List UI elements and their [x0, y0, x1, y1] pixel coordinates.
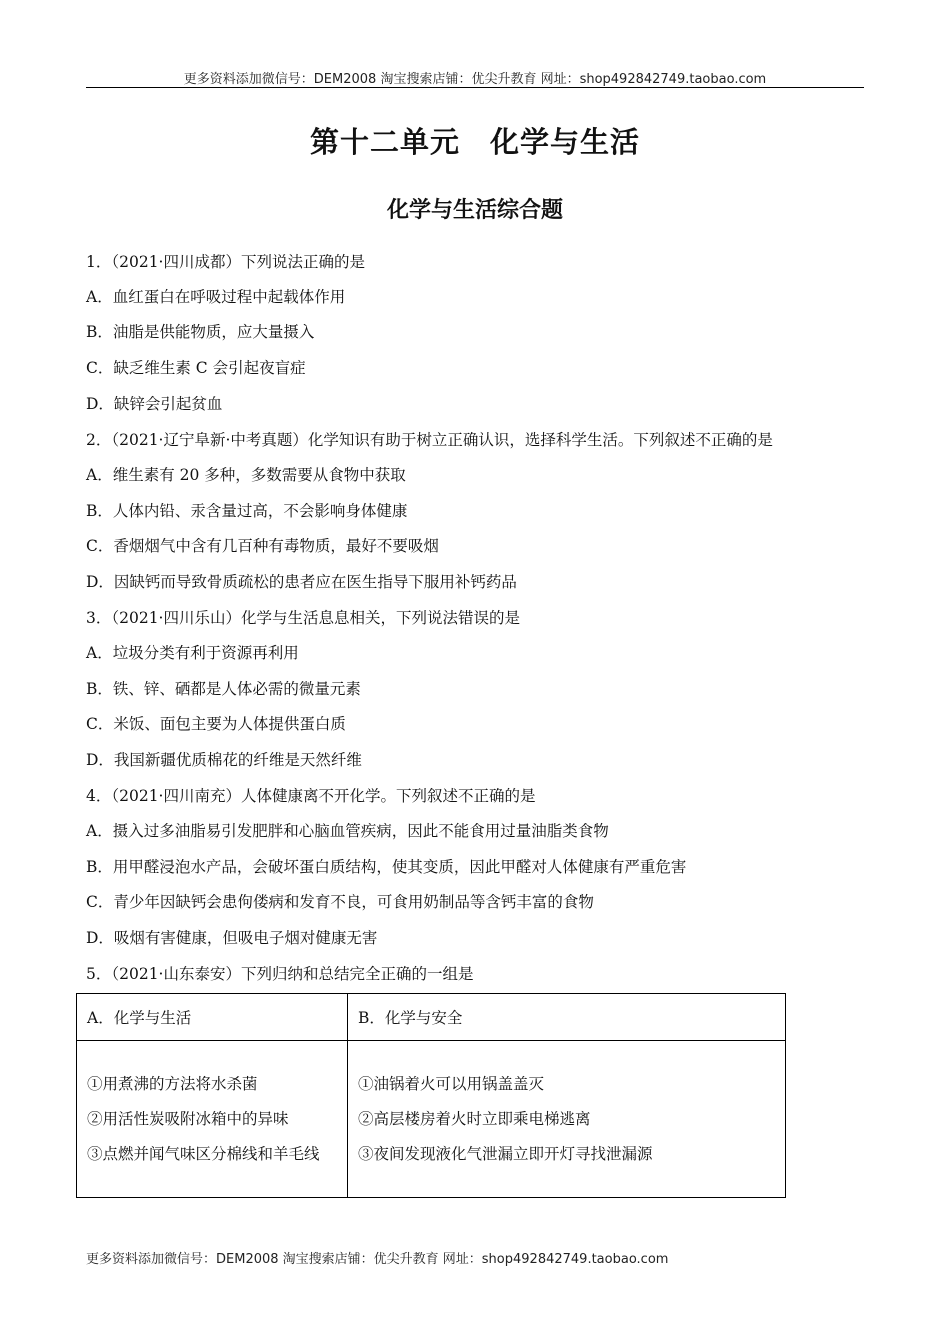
- question-2-stem: 2．（2021·辽宁阜新·中考真题）化学知识有助于树立正确认识，选择科学生活。下列叙述不正确的是: [86, 431, 773, 449]
- unit-title: 第十二单元 化学与生活: [309, 125, 640, 159]
- table-b-item-2: ②高层楼房着火时立即乘电梯逃离: [358, 1109, 591, 1128]
- question-1-stem: 1．（2021·四川成都）下列说法正确的是: [86, 253, 365, 271]
- page-header: 更多资料添加微信号：DEM2008 淘宝搜索店铺：优尖升教育 网址：shop492842749.taobao.com: [183, 72, 767, 87]
- question-4-option-b: B．用甲醛浸泡水产品，会破坏蛋白质结构，使其变质，因此甲醛对人体健康有严重危害: [86, 858, 687, 876]
- question-2-option-d: D．因缺钙而导致骨质疏松的患者应在医生指导下服用补钙药品: [86, 573, 517, 591]
- question-4-option-d: D．吸烟有害健康，但吸电子烟对健康无害: [86, 929, 378, 947]
- table-a-item-2: ②用活性炭吸附冰箱中的异味: [87, 1109, 289, 1128]
- table-b-item-3: ③夜间发现液化气泄漏立即开灯寻找泄漏源: [358, 1144, 653, 1163]
- table-heading-b: B．化学与安全: [348, 994, 786, 1041]
- question-2-option-b: B．人体内铅、汞含量过高，不会影响身体健康: [86, 502, 408, 520]
- question-1-option-b: B．油脂是供能物质，应大量摄入: [86, 323, 315, 341]
- question-1-option-d: D．缺锌会引起贫血: [86, 395, 223, 413]
- question-5-stem: 5．（2021·山东泰安）下列归纳和总结完全正确的一组是: [86, 965, 474, 983]
- question-4-option-a: A．摄入过多油脂易引发肥胖和心脑血管疾病，因此不能食用过量油脂类食物: [86, 822, 609, 840]
- page-footer: 更多资料添加微信号：DEM2008 淘宝搜索店铺：优尖升教育 网址：shop492842749.taobao.com: [86, 1252, 669, 1267]
- summary-table: [76, 993, 786, 1198]
- table-a-item-1: ①用煮沸的方法将水杀菌: [87, 1074, 258, 1093]
- table-cell-a: [77, 1041, 348, 1198]
- question-3-option-b: B．铁、锌、硒都是人体必需的微量元素: [86, 680, 361, 698]
- question-3-option-c: C．米饭、面包主要为人体提供蛋白质: [86, 715, 346, 733]
- header-divider: [86, 87, 864, 88]
- table-heading-a: A．化学与生活: [77, 994, 348, 1041]
- question-4-stem: 4．（2021·四川南充）人体健康离不开化学。下列叙述不正确的是: [86, 787, 536, 805]
- section-subtitle: 化学与生活综合题: [386, 198, 563, 223]
- question-1-option-a: A．血红蛋白在呼吸过程中起载体作用: [86, 288, 346, 306]
- table-b-item-1: ①油锅着火可以用锅盖盖灭: [358, 1074, 545, 1093]
- table-a-item-3: ③点燃并闻气味区分棉线和羊毛线: [87, 1144, 320, 1163]
- table-cell-b: [348, 1041, 786, 1198]
- question-4-option-c: C．青少年因缺钙会患佝偻病和发育不良，可食用奶制品等含钙丰富的食物: [86, 893, 594, 911]
- question-2-option-a: A．维生素有 20 多种，多数需要从食物中获取: [86, 466, 406, 484]
- question-3-stem: 3．（2021·四川乐山）化学与生活息息相关，下列说法错误的是: [86, 609, 520, 627]
- question-2-option-c: C．香烟烟气中含有几百种有毒物质，最好不要吸烟: [86, 537, 439, 555]
- question-3-option-a: A．垃圾分类有利于资源再利用: [86, 644, 299, 662]
- question-1-option-c: C．缺乏维生素 C 会引起夜盲症: [86, 359, 306, 377]
- question-3-option-d: D．我国新疆优质棉花的纤维是天然纤维: [86, 751, 362, 769]
